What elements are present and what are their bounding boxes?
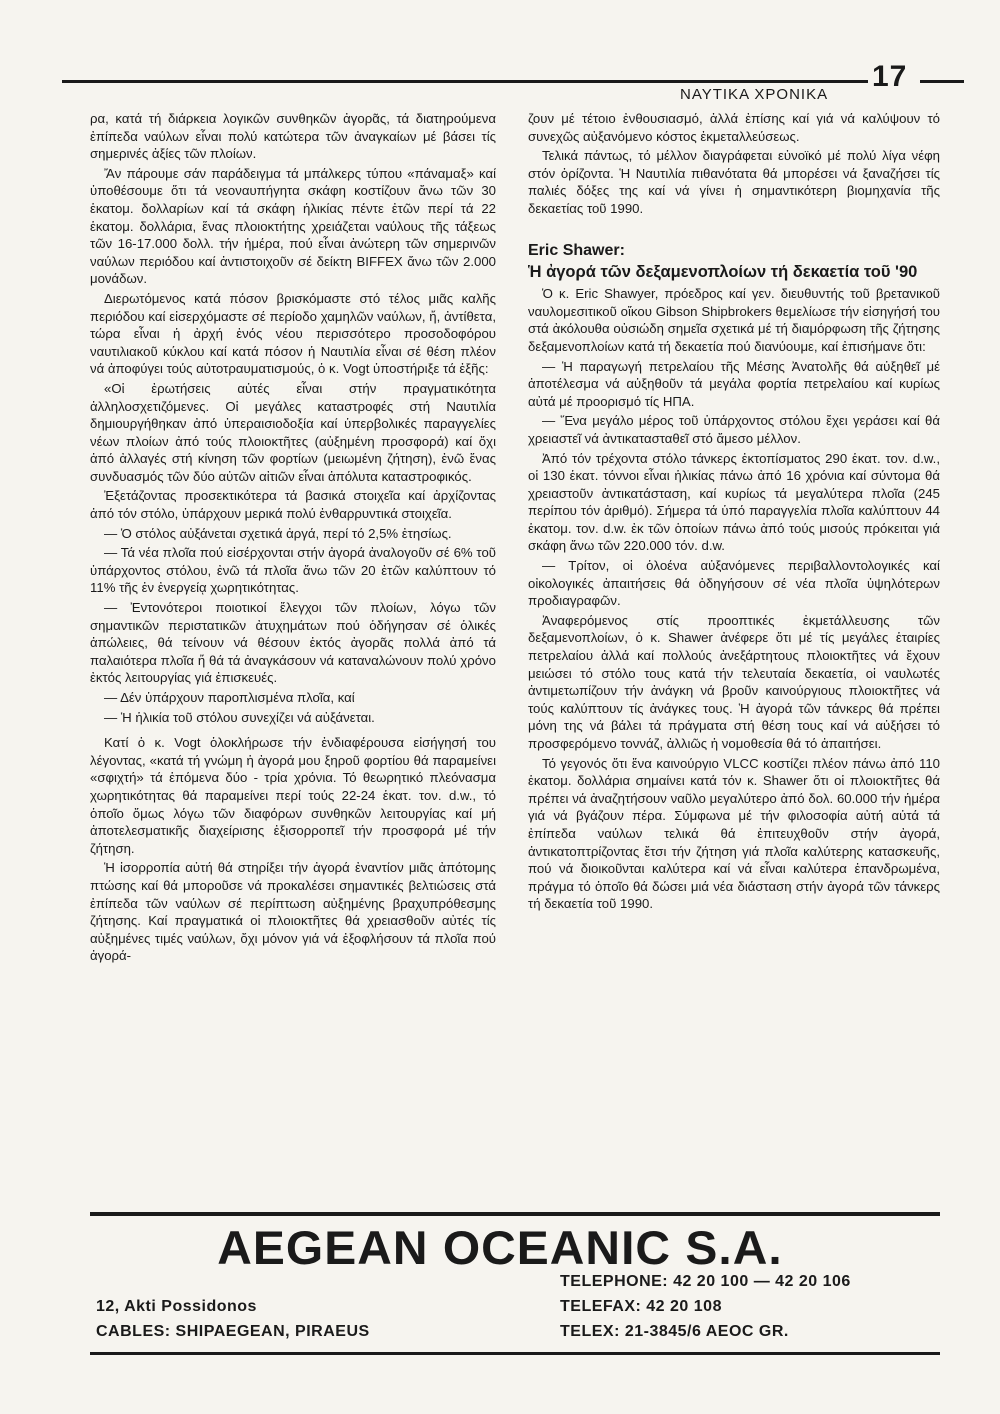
article-left-column bbox=[90, 110, 496, 967]
paragraph: ζουν μέ τέτοιο ἐνθουσιασμό, ἀλλά ἐπίσης καί γιά νά καλύψουν τό συνεχῶς αὐξανόμενο κόστος ἐκμεταλλεύσεως. bbox=[528, 111, 940, 144]
bullet-paragraph: — Ἕνα μεγάλο μέρος τοῦ ὑπάρχοντος στόλου ἔχει γεράσει καί θά χρειαστεῖ νά ἀντικατασταθεῖ στό ἄμεσο μέλλον. bbox=[528, 413, 940, 446]
ad-cables: CABLES: SHIPAEGEAN, PIRAEUS bbox=[96, 1323, 370, 1340]
section-headline: Ἡ ἀγορά τῶν δεξαμενοπλοίων τή δεκαετία τοῦ '90 bbox=[528, 263, 918, 282]
bullet-paragraph: — Τά νέα πλοῖα πού εἰσέρχονται στήν ἀγορά ἀναλογοῦν σέ 6% τοῦ ὑπάρχοντος στόλου, ἐνῶ τά πλοῖα ἄνω τῶν 20 ἐτῶν καλύπτουν τό 11% τῆς ἐν ἐνεργείᾳ χωρητικότητας. bbox=[90, 545, 496, 596]
bullet-paragraph: — Ἐντονότεροι ποιοτικοί ἔλεγχοι τῶν πλοίων, λόγω τῶν σημαντικῶν περιστατικῶν ἀτυχημάτων πού ὁδήγησαν σέ ὁλικές ἀπώλειες, θά τείνουν νά θέσουν ἐκτός ἀγορᾶς πολλά ἀπό τά παλαιότερα πλοῖα ἤ θά τά ἀναγκάσουν νά καταναλώνουν πολύ χρόνο ἐκτός λειτουργίας γιά ἐπισκευές. bbox=[90, 600, 496, 686]
bullet-paragraph: — Τρίτον, οἱ ὁλοένα αὐξανόμενες περιβαλλοντολογικές καί οἰκολογικές ἀπαιτήσεις θά ὁδηγήσουν σέ νέα πλοῖα ὑψηλότερων προδιαγραφῶν. bbox=[528, 558, 940, 609]
paragraph: Ὁ κ. Eric Shawyer, πρόεδρος καί γεν. διευθυντής τοῦ βρετανικοῦ ναυλομεσιτικοῦ οἴκου Gibson Shipbrokers θεμελίωσε τήν εἰσηγήσή του στά ἀκόλουθα οὐσιώδη σημεῖα σχετικά μέ τή διαμόρφωση τῆς ζήτησης δεξαμενοπλοίων κατά τή δεκαετία πού διανύουμε, καί ἐπισήμανε ὅτι: bbox=[528, 286, 940, 354]
ad-telefax: TELEFAX: 42 20 108 bbox=[560, 1298, 722, 1315]
section-spacer bbox=[528, 220, 940, 242]
ad-bottom-rule bbox=[90, 1352, 940, 1355]
ad-telephone: TELEPHONE: 42 20 100 — 42 20 106 bbox=[560, 1273, 851, 1290]
paragraph: Ἐξετάζοντας προσεκτικότερα τά βασικά στοιχεῖα καί ἀρχίζοντας ἀπό τόν στόλο, ὑπάρχουν μερικά πολύ ἐνθαρρυντικά στοιχεῖα. bbox=[90, 488, 496, 522]
ad-top-rule bbox=[90, 1212, 940, 1216]
paragraph: Τελικά πάντως, τό μέλλον διαγράφεται εὐνοϊκό μέ πολύ λίγα νέφη στόν ὁρίζοντα. Ἡ Ναυτιλία πιθανότατα θά μπορέσει νά ξαναζήσει τίς παλιές δόξες της καί νά γίνει ἡ σημαντικότερη βιομηχανία τῆς δεκαετίας τοῦ 1990. bbox=[528, 148, 940, 216]
section-author-heading: Eric Shawer: bbox=[528, 241, 625, 259]
bullet-paragraph: — Ὁ στόλος αὐξάνεται σχετικά ἀργά, περί τό 2,5% ἐτησίως. bbox=[104, 525, 452, 541]
header-rule-right bbox=[920, 80, 964, 83]
paragraph: Κατί ὁ κ. Vogt ὁλοκλήρωσε τήν ἐνδιαφέρουσα εἰσήγησή του λέγοντας, «κατά τή γνώμη ἡ ἀγορά μου ξηροῦ φορτίου θά παραμείνει «σφιχτή» τά ἑπόμενα δύο - τρία χρόνια. Τό θεωρητικό πλεόνασμα χωρητικότητας θά παραμείνει περί τούς 22-24 ἑκατ. τον. d.w., τό ὁποῖο ὅμως λόγω τῶν διαφόρων συνθηκῶν λειτουργίας καί μή ἀποτελεσματικῆς διαχείρισης ἐξισορροπεῖ τήν προσφορά μέ τήν ζήτηση. bbox=[90, 735, 496, 856]
paragraph: ρα, κατά τή διάρκεια λογικῶν συνθηκῶν ἀγορᾶς, τά διατηρούμενα ἐπίπεδα ναύλων εἶναι πολύ κατώτερα τῶν ἀναγκαίων μέ βάσει τίς σημερινές ἀξίες τῶν πλοίων. bbox=[90, 111, 496, 162]
bullet-paragraph: — Δέν ὑπάρχουν παροπλισμένα πλοῖα, καί bbox=[104, 690, 355, 705]
paragraph: Τό γεγονός ὅτι ἕνα καινούργιο VLCC κοστίζει πλέον πάνω ἀπό 110 ἑκατομ. δολλάρια σημαίνει κατά τόν κ. Shawer ὅτι οἱ πλοιοκτῆτες θά πρέπει νά ἀναζητήσουν ναῦλο μεγαλύτερο ἀπό δολ. 60.000 τήν ἡμέρα γιά νά βγάζουν πέρα. Σύμφωνα μέ τήν φιλοσοφία αὐτή αὐτά τά ἐπίπεδα ναύλων τελικά θά ἐπιτευχθοῦν στήν ἀγορά, ἀντικατοπτρίζοντας ἔτσι τήν ζήτηση γιά πλοῖα καλύτερης κατασκευῆς, πού νά διοικοῦνται καλύτερα καί νά εἶναι καλύτερα ἐπανδρωμένα, πράγμα τό ὁποῖο θά δώσει μιά νέα διάσταση στήν ἀγορά τῶν τάνκερς τή δεκαετία τοῦ 1990. bbox=[528, 755, 940, 912]
paragraph: Ἡ ἰσορροπία αὐτή θά στηρίξει τήν ἀγορά ἐναντίον μιᾶς ἀπότομης πτώσης καί θά μποροῦσε νά προκαλέσει σημαντικές βελτιώσεις στά ἐπίπεδα τῶν ναύλων σέ περίπτωση αὐξημένης βραχυπρόθεσμης ζήτησης. Καί πραγματικά οἱ πλοιοκτῆτες θά χρειασθοῦν αὐτές τίς αὐξημένες τιμές ναύλων, ὄχι μόνον γιά νά ἐξοφλήσουν τά πλοῖα πού ἀγορά- bbox=[90, 860, 496, 964]
publication-name: ΝΑΥΤΙΚΑ ΧΡΟΝΙΚΑ bbox=[680, 86, 829, 103]
paragraph: Ἄν πάρουμε σάν παράδειγμα τά μπάλκερς τύπου «πάναμαξ» καί ὑποθέσουμε ὅτι τά νεοναυπήγητα σκάφη κοστίζουν ἄνω τῶν 30 ἑκατομ. δολλαρίων καί τά σκάφη ἡλικίας πέντε ἐτῶν περί τά 22 ἑκατομ. δολλάρια, ἕνας πλοιοκτήτης χρειάζεται ναύλους τῆς τάξεως τῶν 16-17.000 δολλ. τήν ἡμέρα, πού εἶναι ἀνώτερη τῶν σημερινῶν ναύλων περιόδου καί ἀντιστοιχοῦν σέ δείκτη BIFFEX ἄνω τῶν 2.000 μονάδων. bbox=[90, 165, 496, 287]
paragraph: Ἀπό τόν τρέχοντα στόλο τάνκερς ἐκτοπίσματος 290 ἑκατ. τον. d.w., οἱ 130 ἑκατ. τόννοι εἶναι ἡλικίας πάνω ἀπό 16 χρόνια καί σύντομα θά χρειαστοῦν ἀντικατάσταση, καί κυρίως τά μεγαλύτερα πλοῖα (245 περίπου τόν ἀριθμό). Σήμερα τά ὑπό παραγγελία πλοῖα καλύπτουν 44 ἑκατομ. τον. d.w. ἐκ τῶν ὁποίων πάνω ἀπό τούς μισούς πρόκειται γιά σκάφη ἄνω τῶν 220.000 τόν. d.w. bbox=[528, 450, 940, 554]
article-right-column bbox=[528, 110, 940, 915]
ad-telex: TELEX: 21-3845/6 AEOC GR. bbox=[560, 1323, 789, 1340]
paragraph: «Οἱ ἐρωτήσεις αὐτές εἶναι στήν πραγματικότητα ἀλληλοσχετιζόμενες. Οἱ μεγάλες καταστροφές στή Ναυτιλία δημιουργήθηκαν ἀπό ὑπεραισιοδοξία καί ὑπερβολικές παραγγελίες νέων πλοίων ἀπό τούς πλοιοκτῆτες (αὐξημένη προσφορά) καί ὄχι ἀπό ἀλλαγές στή κίνηση τῶν φορτίων (μειωμένη ζήτηση), ἐνῶ ἕνας συνδυασμός τῶν δύο αὐτῶν αἰτιῶν εἶναι ἀπόλυτα καταστροφικός. bbox=[90, 380, 496, 484]
paragraph: Ἀναφερόμενος στίς προοπτικές ἐκμετάλλευσης τῶν δεξαμενοπλοίων, ὁ κ. Shawer ἀνέφερε ὅτι μέ τίς μεγάλες ἑταιρίες πετρελαίου ἀλλά καί πολλούς ἀνεξάρτητους πλοιοκτῆτες νά ἔχουν μειώσει τό στόλο τους κατά τήν τελευταία δεκαετία, οἱ ναυλωτές ἀντιμετωπίζουν τήν ἀνάγκη νά βροῦν καινούργιους πλοιοκτῆτες νά τούς καλύπτουν τίς ἀνάγκες τους. Ἡ ἀγορά τῶν τάνκερς θά πρέπει μόνη της νά βάλει τά πράγματα στή θέση τους καί νά αὐξήσει τό προσφερόμενο τοννάζ, ἀλλιῶς ἡ νομοθεσία θά τό ἀπαιτήσει. bbox=[528, 612, 940, 751]
bullet-paragraph: — Ἡ ἡλικία τοῦ στόλου συνεχίζει νά αὐξάνεται. bbox=[104, 709, 375, 725]
header-rule-left bbox=[62, 80, 868, 83]
paragraph: Διερωτόμενος κατά πόσον βρισκόμαστε στό τέλος μιᾶς καλῆς περιόδου καί εἰσερχόμαστε σέ περίοδο χαμηλῶν ναύλων, ἤ, ἀντίθετα, τώρα εἶναι ἡ ἀρχή ἑνός νέου περισσότερο προσοδοφόρου ναυτιλιακοῦ κύκλου καί κατά πόσον ἡ Ναυτιλία εἶναι σέ θέση πλέον νά ἀποφύγει τούς αὐτοτραυματισμούς, ὁ κ. Vogt ὑποστήριξε τά ἑξῆς: bbox=[90, 290, 496, 377]
ad-address: 12, Akti Possidonos bbox=[96, 1298, 257, 1315]
page-number: 17 bbox=[872, 60, 908, 93]
bullet-paragraph: — Ἡ παραγωγή πετρελαίου τῆς Μέσης Ἀνατολῆς θά αὐξηθεῖ μέ ἀποτέλεσμα νά αὐξηθοῦν τά μεγάλα φορτία πετρελαίου καί κυρίως αὐτά μέ προορισμό τίς ΗΠΑ. bbox=[528, 358, 940, 409]
ad-company-name: AEGEAN OCEANIC S.A. bbox=[217, 1221, 783, 1274]
